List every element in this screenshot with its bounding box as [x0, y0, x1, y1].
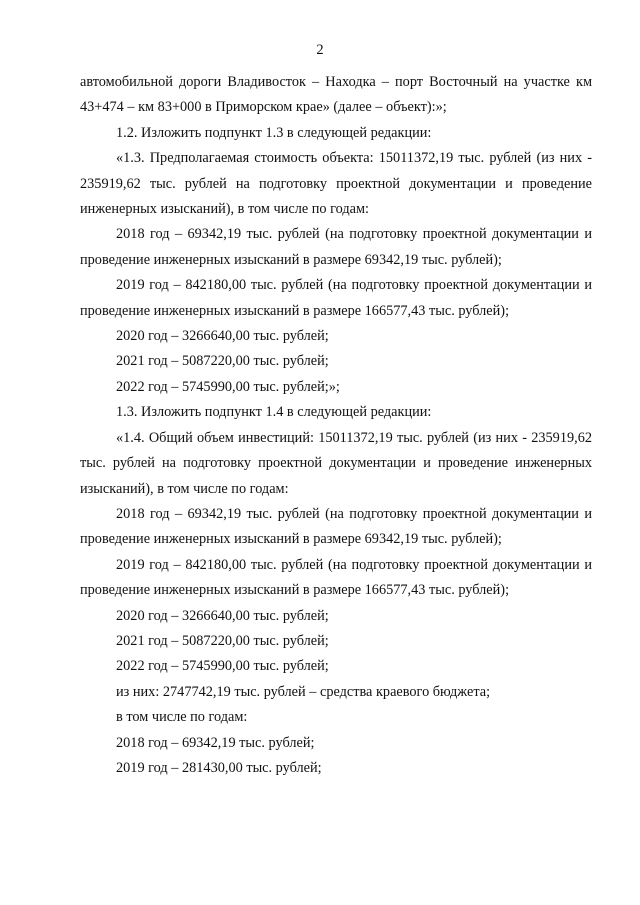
paragraph-14: 2021 год – 5087220,00 тыс. рублей;	[116, 632, 329, 649]
paragraph-17: в том числе по годам:	[116, 709, 248, 726]
paragraph-19: 2019 год – 281430,00 тыс. рублей;	[116, 759, 322, 776]
paragraph-16: из них: 2747742,19 тыс. рублей – средства краевого бюджета;	[116, 683, 491, 700]
paragraph-2: 1.2. Изложить подпункт 1.3 в следующей редакции:	[116, 124, 432, 141]
paragraph-8: 2022 год – 5745990,00 тыс. рублей;»;	[116, 378, 340, 395]
document-body	[80, 70, 592, 781]
paragraph-9: 1.3. Изложить подпункт 1.4 в следующей редакции:	[116, 404, 432, 421]
page-number: 2	[316, 42, 324, 58]
paragraph-10: «1.4. Общий объем инвестиций: 15011372,19 тыс. рублей (из них - 235919,62 тыс. рублей на подготовку проектной документации и проведение инженерных изысканий), в том числе по годам:	[80, 429, 592, 497]
paragraph-4: 2018 год – 69342,19 тыс. рублей (на подготовку проектной документации и проведение инженерных изысканий в размере 69342,19 тыс. рублей);	[80, 226, 592, 268]
paragraph-3: «1.3. Предполагаемая стоимость объекта: 15011372,19 тыс. рублей (из них - 235919,62 тыс. рублей на подготовку проектной документации и проведение инженерных изысканий), в том числе по годам:	[80, 150, 592, 218]
paragraph-7: 2021 год – 5087220,00 тыс. рублей;	[116, 353, 329, 370]
paragraph-5: 2019 год – 842180,00 тыс. рублей (на подготовку проектной документации и проведение инженерных изысканий в размере 166577,43 тыс. рублей);	[80, 277, 592, 319]
paragraph-12: 2019 год – 842180,00 тыс. рублей (на подготовку проектной документации и проведение инженерных изысканий в размере 166577,43 тыс. рублей);	[80, 556, 592, 599]
paragraph-11: 2018 год – 69342,19 тыс. рублей (на подготовку проектной документации и проведение инженерных изысканий в размере 69342,19 тыс. рублей);	[80, 505, 592, 548]
paragraph-13: 2020 год – 3266640,00 тыс. рублей;	[116, 607, 329, 624]
paragraph-18: 2018 год – 69342,19 тыс. рублей;	[116, 734, 315, 751]
paragraph-6: 2020 год – 3266640,00 тыс. рублей;	[116, 328, 329, 345]
paragraph-15: 2022 год – 5745990,00 тыс. рублей;	[116, 658, 329, 675]
paragraph-1: автомобильной дороги Владивосток – Находка – порт Восточный на участке км 43+474 – км 83+000 в Приморском крае» (далее – объект):»;	[80, 74, 592, 116]
